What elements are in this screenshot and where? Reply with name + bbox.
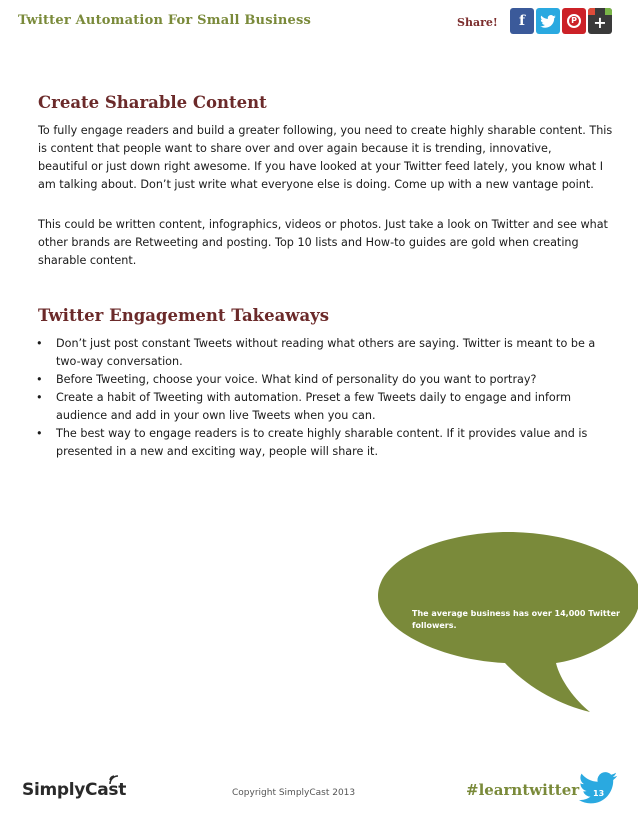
paragraph-sharable-2: This could be written content, infographics, videos or photos. Just take a look on Twitter and see what other brands are Retweeting and posting. Top 10 lists and How-to guides are gold when creating sharable content. xyxy=(38,218,608,267)
list-item: • The best way to engage readers is to create highly sharable content. If it provides value and is presented in a new and exciting way, people will share it. xyxy=(36,427,588,458)
share-label: Share! xyxy=(457,16,498,29)
list-item: • Before Tweeting, choose your voice. What kind of personality do you want to portray? xyxy=(26,371,606,389)
pinterest-glyph: P xyxy=(571,16,577,25)
page-number: 13 xyxy=(593,789,605,798)
paragraph-sharable-1: To fully engage readers and build a greater following, you need to create highly sharable content. This is content that people want to share over and over again because it is trending, innovative, beautiful or just down right awesome. If you have looked at your Twitter feed lately, you know what I am talking about. Don’t just write what everyone else is doing. Come up with a new vantage point. xyxy=(38,124,613,191)
simplycast-logo: SimplyCast xyxy=(22,780,127,800)
bullet-glyph: • xyxy=(36,427,43,440)
logo-wave-icon xyxy=(108,772,124,786)
facebook-icon: f xyxy=(518,13,526,29)
bullet-glyph: • xyxy=(36,391,43,404)
list-item: • Don’t just post constant Tweets without reading what others are saying. Twitter is meant to be a two-way conversation. xyxy=(36,337,596,368)
google-plus-icon: + xyxy=(593,12,607,32)
twitter-bird-icon xyxy=(578,772,618,804)
callout-text: The average business has over 14,000 Twitter followers. xyxy=(412,609,620,630)
section-title-sharable: Create Sharable Content xyxy=(38,93,267,112)
copyright-text: Copyright SimplyCast 2013 xyxy=(232,788,356,798)
bullet-glyph: • xyxy=(36,337,43,350)
list-item: • Create a habit of Tweeting with automation. Preset a few Tweets daily to engage and inform audience and add in your own live Tweets when you can. xyxy=(36,391,572,422)
header-title: Twitter Automation For Small Business xyxy=(18,13,312,28)
hashtag: #learntwitter xyxy=(466,781,580,799)
section-title-takeaways: Twitter Engagement Takeaways xyxy=(38,306,330,325)
bullet-glyph: • xyxy=(36,373,43,386)
